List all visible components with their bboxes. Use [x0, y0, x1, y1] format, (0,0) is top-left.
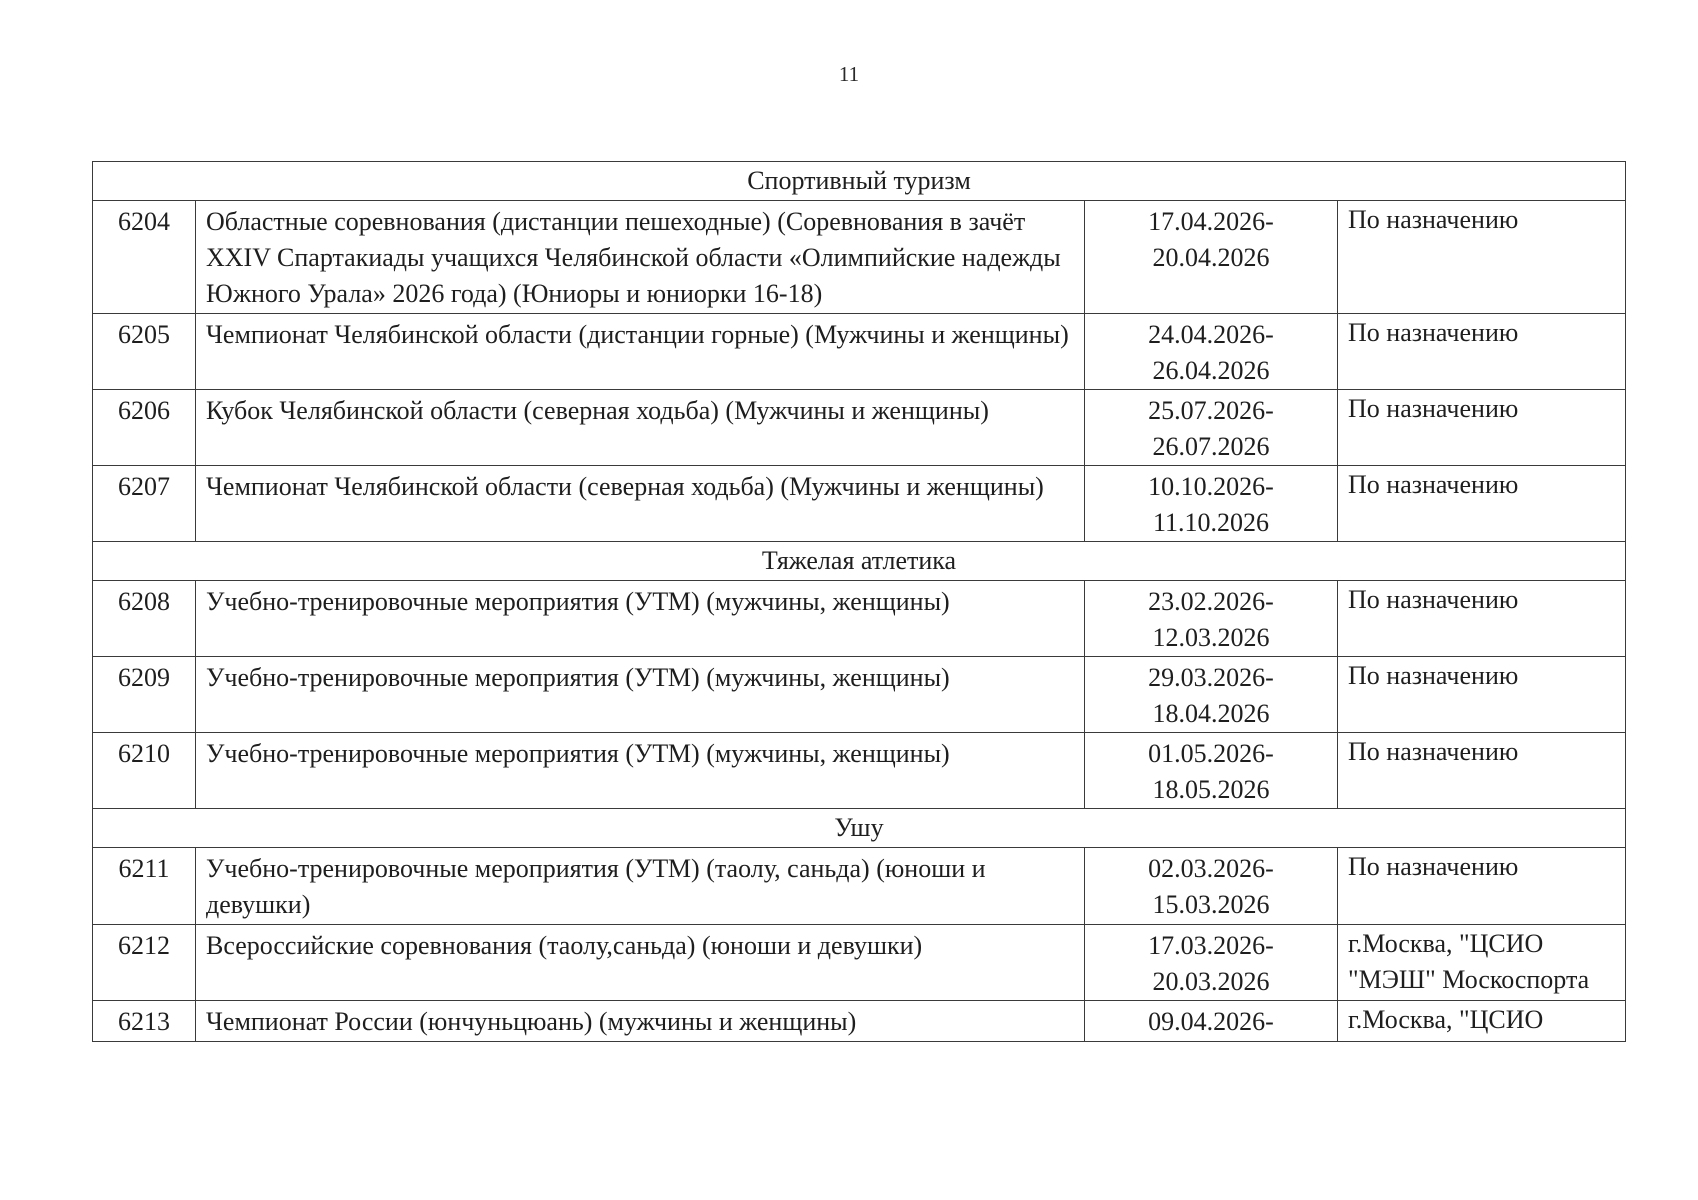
event-place: По назначению [1338, 581, 1626, 657]
table-row [93, 733, 1626, 809]
date-start: 23.02.2026- [1148, 587, 1274, 616]
date-start: 01.05.2026- [1148, 739, 1274, 768]
date-end: 26.07.2026 [1152, 432, 1270, 461]
section-title: Ушу [93, 809, 1626, 848]
event-name: Учебно-тренировочные мероприятия (УТМ) (мужчины, женщины) [196, 733, 1085, 809]
date-end: 12.03.2026 [1152, 623, 1270, 652]
event-name: Учебно-тренировочные мероприятия (УТМ) (таолу, саньда) (юноши и девушки) [196, 848, 1085, 925]
date-end: 26.04.2026 [1152, 356, 1270, 385]
table-row [93, 848, 1626, 925]
event-number: 6204 [93, 201, 196, 314]
event-place: По назначению [1338, 733, 1626, 809]
event-number: 6210 [93, 733, 196, 809]
table-row [93, 925, 1626, 1001]
date-start: 25.07.2026- [1148, 396, 1274, 425]
event-number: 6208 [93, 581, 196, 657]
event-dates [1085, 390, 1338, 466]
event-number: 6212 [93, 925, 196, 1001]
table-row [93, 390, 1626, 466]
event-place: По назначению [1338, 466, 1626, 542]
event-name: Чемпионат Челябинской области (северная ходьба) (Мужчины и женщины) [196, 466, 1085, 542]
table-row [93, 201, 1626, 314]
event-name: Областные соревнования (дистанции пешеходные) (Соревнования в зачёт XXIV Спартакиады учащихся Челябинской области «Олимпийские надежды Южного Урала» 2026 года) (Юниоры и юниорки 16-18) [196, 201, 1085, 314]
date-start: 09.04.2026- [1148, 1007, 1274, 1036]
event-number: 6211 [93, 848, 196, 925]
page-number: 11 [838, 62, 860, 86]
event-place: По назначению [1338, 390, 1626, 466]
event-name: Чемпионат России (юнчуньцюань) (мужчины и женщины) [196, 1001, 1085, 1042]
event-dates [1085, 314, 1338, 390]
date-start: 24.04.2026- [1148, 320, 1274, 349]
table-row [93, 466, 1626, 542]
section-header-weightlifting [93, 542, 1626, 581]
date-end: 18.04.2026 [1152, 699, 1270, 728]
event-place: г.Москва, "ЦСИО [1338, 1001, 1626, 1042]
section-header-wushu [93, 809, 1626, 848]
date-start: 17.03.2026- [1148, 931, 1274, 960]
event-name: Всероссийские соревнования (таолу,саньда) (юноши и девушки) [196, 925, 1085, 1001]
event-place: По назначению [1338, 848, 1626, 925]
event-number: 6209 [93, 657, 196, 733]
event-place: г.Москва, "ЦСИО "МЭШ" Москоспорта [1338, 925, 1626, 1001]
table-row [93, 657, 1626, 733]
date-end: 18.05.2026 [1152, 775, 1270, 804]
event-name: Учебно-тренировочные мероприятия (УТМ) (мужчины, женщины) [196, 657, 1085, 733]
event-name: Кубок Челябинской области (северная ходьба) (Мужчины и женщины) [196, 390, 1085, 466]
date-end: 20.03.2026 [1152, 967, 1270, 996]
date-start: 02.03.2026- [1148, 854, 1274, 883]
date-start: 29.03.2026- [1148, 663, 1274, 692]
event-dates [1085, 733, 1338, 809]
event-name: Чемпионат Челябинской области (дистанции горные) (Мужчины и женщины) [196, 314, 1085, 390]
event-name: Учебно-тренировочные мероприятия (УТМ) (мужчины, женщины) [196, 581, 1085, 657]
date-end: 11.10.2026 [1152, 508, 1270, 537]
date-start: 10.10.2026- [1148, 472, 1274, 501]
table-row [93, 581, 1626, 657]
event-dates [1085, 925, 1338, 1001]
event-dates [1085, 848, 1338, 925]
events-schedule-table [92, 161, 1626, 1042]
date-start: 17.04.2026- [1148, 207, 1274, 236]
event-dates [1085, 1001, 1338, 1042]
section-header-sports-tourism [93, 162, 1626, 201]
event-number: 6207 [93, 466, 196, 542]
event-place: По назначению [1338, 657, 1626, 733]
date-end: 15.03.2026 [1152, 890, 1270, 919]
table-row [93, 1001, 1626, 1042]
event-place: По назначению [1338, 314, 1626, 390]
section-title: Спортивный туризм [93, 162, 1626, 201]
event-number: 6213 [93, 1001, 196, 1042]
event-dates [1085, 201, 1338, 314]
event-place: По назначению [1338, 201, 1626, 314]
table-row [93, 314, 1626, 390]
event-number: 6206 [93, 390, 196, 466]
section-title: Тяжелая атлетика [93, 542, 1626, 581]
event-dates [1085, 657, 1338, 733]
event-dates [1085, 581, 1338, 657]
event-dates [1085, 466, 1338, 542]
event-number: 6205 [93, 314, 196, 390]
date-end: 20.04.2026 [1152, 243, 1270, 272]
